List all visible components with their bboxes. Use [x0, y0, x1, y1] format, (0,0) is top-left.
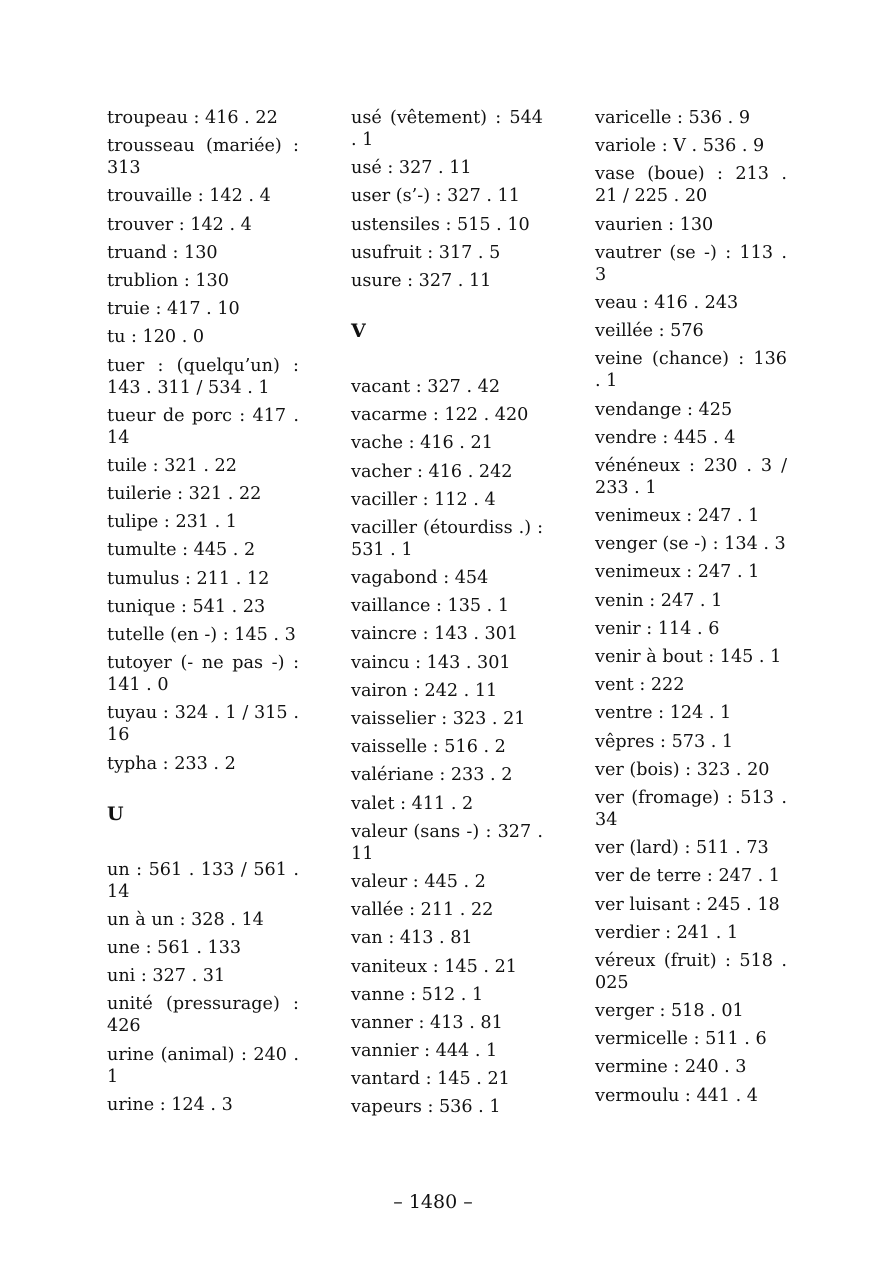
index-entry: vaisselle : 516 . 2: [351, 737, 506, 758]
index-entry: vent : 222: [595, 675, 685, 696]
index-entry: venir à bout : 145 . 1: [595, 647, 782, 667]
index-column-3: [595, 107, 787, 1113]
index-entry: van : 413 . 81: [351, 928, 473, 949]
index-entry: vallée : 211 . 22: [351, 900, 494, 921]
index-entry: valeur : 445 . 2: [351, 871, 486, 892]
index-entry: tu : 120 . 0: [107, 327, 205, 348]
index-entry: ventre : 124 . 1: [595, 703, 732, 724]
index-entry: venir : 114 . 6: [595, 618, 720, 639]
index-entry: vaillance : 135 . 1: [351, 596, 510, 617]
index-entry: veillée : 576: [595, 321, 704, 342]
index-entry: tueur de porc : 417 . 14: [107, 405, 299, 448]
index-entry: varicelle : 536 . 9: [595, 108, 751, 128]
index-entry: vénéneux : 230 . 3 / 233 . 1: [595, 455, 787, 498]
section-letter: V: [351, 319, 366, 342]
index-entry: uni : 327 . 31: [107, 966, 226, 987]
index-entry: valériane : 233 . 2: [351, 765, 513, 786]
index-entry: vaisselier : 323 . 21: [351, 709, 526, 729]
index-entry: vêpres : 573 . 1: [595, 731, 734, 752]
section-letter: U: [107, 802, 124, 825]
index-entry: ver (bois) : 323 . 20: [595, 759, 770, 780]
page-number: – 1480 –: [393, 1191, 473, 1213]
index-entry: véreux (fruit) : 518 . 025: [595, 950, 787, 993]
index-entry: typha : 233 . 2: [107, 753, 236, 774]
index-entry: vase (boue) : 213 . 21 / 225 . 20: [595, 164, 787, 207]
index-entry: tumulte : 445 . 2: [107, 540, 256, 561]
index-entry: trousseau (mariée) : 313: [107, 136, 299, 179]
index-entry: truand : 130: [107, 242, 218, 263]
index-entry: tuile : 321 . 22: [107, 455, 237, 476]
index-entry: venimeux : 247 . 1: [595, 506, 760, 527]
index-entry: ver (fromage) : 513 . 34: [595, 787, 787, 830]
index-entry: vaciller : 112 . 4: [351, 489, 496, 510]
index-entry: verger : 518 . 01: [595, 1001, 744, 1022]
index-entry: vautrer (se -) : 113 . 3: [595, 242, 787, 285]
index-entry: ver de terre : 247 . 1: [595, 866, 781, 887]
index-entry: trouver : 142 . 4: [107, 214, 252, 235]
index-entry: vacarme : 122 . 420: [351, 405, 529, 426]
index-entry: vache : 416 . 21: [351, 433, 493, 454]
index-entry: vermicelle : 511 . 6: [595, 1029, 767, 1050]
index-entry: vaincre : 143 . 301: [351, 624, 519, 645]
index-entry: valet : 411 . 2: [351, 793, 474, 814]
index-entry: vendange : 425: [595, 399, 733, 420]
index-entry: venger (se -) : 134 . 3: [595, 534, 786, 555]
index-entry: ver luisant : 245 . 18: [595, 894, 780, 915]
index-entry: usufruit : 317 . 5: [351, 242, 501, 263]
index-entry: tuilerie : 321 . 22: [107, 484, 262, 505]
index-entry: tunique : 541 . 23: [107, 596, 266, 617]
index-entry: tumulus : 211 . 12: [107, 568, 270, 589]
index-entry: trublion : 130: [107, 270, 229, 291]
index-entry: tutelle (en -) : 145 . 3: [107, 625, 296, 645]
index-entry: un : 561 . 133 / 561 . 14: [107, 859, 299, 902]
index-entry: vanner : 413 . 81: [351, 1012, 503, 1033]
index-entry: verdier : 241 . 1: [595, 922, 739, 943]
index-entry: vacher : 416 . 242: [351, 461, 513, 482]
index-entry: vaincu : 143 . 301: [351, 652, 511, 673]
index-column-2: [351, 107, 543, 1125]
index-column-1: [107, 107, 299, 1122]
index-entry: ver (lard) : 511 . 73: [595, 838, 769, 859]
index-entry: veine (chance) : 136 . 1: [595, 349, 787, 392]
index-entry: trouvaille : 142 . 4: [107, 186, 271, 207]
index-entry: vaurien : 130: [595, 214, 714, 235]
index-entry: urine : 124 . 3: [107, 1094, 233, 1115]
index-entry: venin : 247 . 1: [595, 590, 723, 611]
index-entry: tuer : (quelqu’un) : 143 . 311 / 534 . 1: [107, 355, 299, 398]
index-entry: vaciller (étourdiss .) : 531 . 1: [351, 517, 543, 560]
index-entry: vendre : 445 . 4: [595, 427, 736, 448]
index-entry: veau : 416 . 243: [595, 292, 739, 313]
index-entry: usure : 327 . 11: [351, 270, 492, 291]
index-entry: un à un : 328 . 14: [107, 909, 264, 930]
index-entry: valeur (sans -) : 327 . 11: [351, 821, 543, 864]
index-entry: truie : 417 . 10: [107, 299, 240, 320]
index-entry: ustensiles : 515 . 10: [351, 214, 530, 235]
index-entry: une : 561 . 133: [107, 937, 242, 958]
index-entry: urine (animal) : 240 . 1: [107, 1044, 299, 1087]
index-entry: variole : V . 536 . 9: [595, 136, 765, 157]
index-entry: tutoyer (- ne pas -) : 141 . 0: [107, 653, 299, 696]
index-entry: vagabond : 454: [351, 568, 489, 589]
index-entry: vapeurs : 536 . 1: [351, 1097, 501, 1118]
index-entry: usé (vêtement) : 544 . 1: [351, 108, 543, 150]
index-entry: vannier : 444 . 1: [351, 1041, 498, 1062]
index-entry: user (s’-) : 327 . 11: [351, 186, 520, 207]
index-entry: vermoulu : 441 . 4: [595, 1085, 758, 1106]
index-entry: unité (pressurage) : 426: [107, 994, 299, 1037]
index-entry: vantard : 145 . 21: [351, 1069, 510, 1090]
index-entry: vairon : 242 . 11: [351, 680, 498, 701]
index-entry: vaniteux : 145 . 21: [351, 956, 517, 977]
index-entry: vacant : 327 . 42: [351, 376, 501, 397]
index-entry: usé : 327 . 11: [351, 158, 472, 179]
index-entry: vanne : 512 . 1: [351, 984, 484, 1005]
index-entry: venimeux : 247 . 1: [595, 562, 760, 583]
index-entry: tulipe : 231 . 1: [107, 512, 237, 533]
index-entry: tuyau : 324 . 1 / 315 . 16: [107, 703, 299, 746]
index-entry: vermine : 240 . 3: [595, 1057, 747, 1078]
index-entry: troupeau : 416 . 22: [107, 108, 278, 128]
